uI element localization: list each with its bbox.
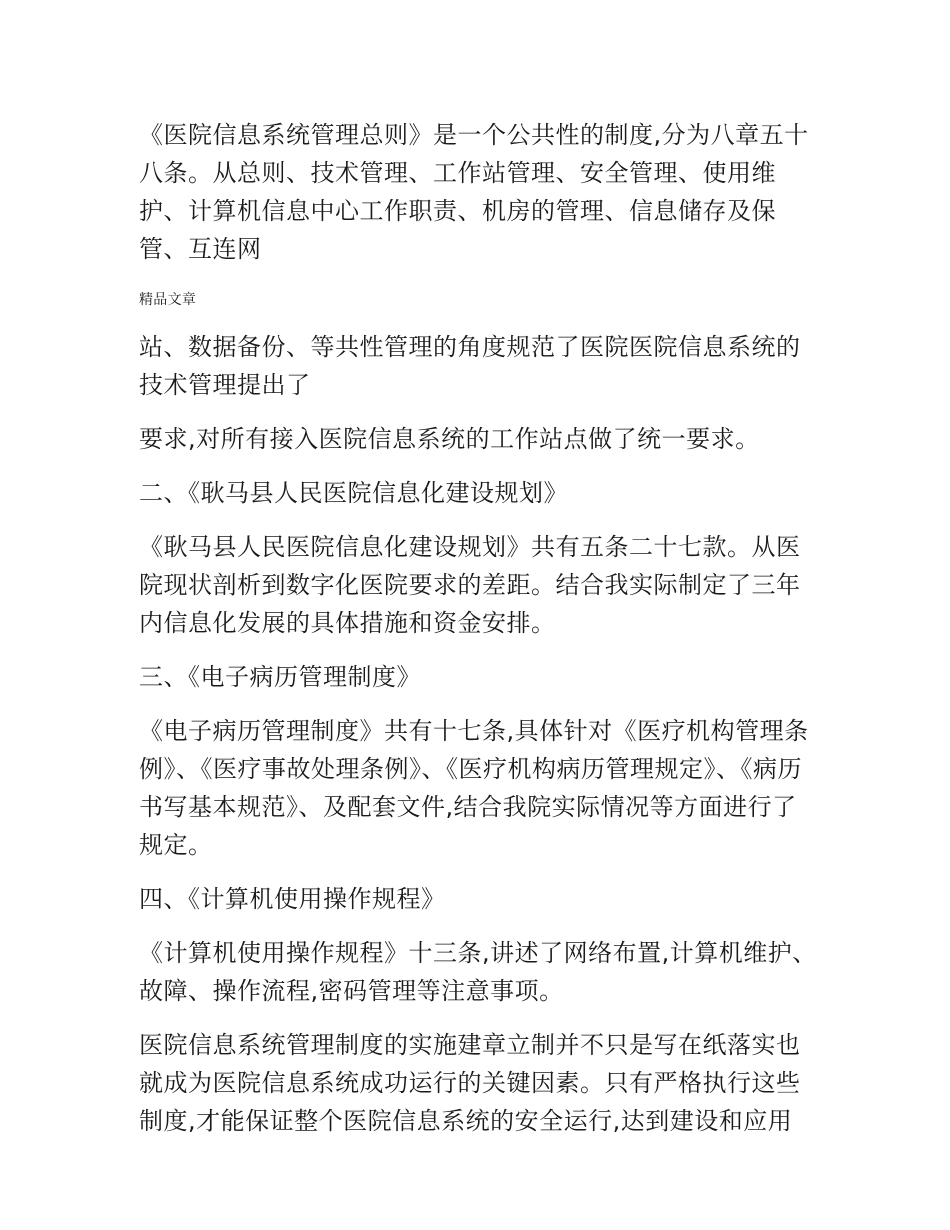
paragraph-continuation: 站、数据备份、等共性管理的角度规范了医院医院信息系统的技术管理提出了 [139,333,801,399]
paragraph-section-4: 《计算机使用操作规程》十三条,讲述了网络布置,计算机维护、故障、操作流程,密码管理等注意事项。 [139,939,817,1005]
heading-section-4: 四、《计算机使用操作规程》 [139,885,446,913]
paragraph-requirements: 要求,对所有接入医院信息系统的工作站点做了统一要求。 [139,425,760,453]
paragraph-section-2: 《耿马县人民医院信息化建设规划》共有五条二十七款。从医院现状剖析到数字化医院要求的差距。结合我实际制定了三年内信息化发展的具体措施和资金安排。 [139,533,801,637]
heading-section-2: 二、《耿马县人民医院信息化建设规划》 [139,479,568,507]
paragraph-general-rules: 《医院信息系统管理总则》是一个公共性的制度,分为八章五十八条。从总则、技术管理、工作站管理、安全管理、使用维护、计算机信息中心工作职责、机房的管理、信息储存及保管、互连网 [139,121,809,263]
document-body [139,116,819,1140]
paragraph-section-3: 《电子病历管理制度》共有十七条,具体针对《医疗机构管理条例》、《医疗事故处理条例》、《医疗机构病历管理规定》、《病历书写基本规范》、及配套文件,结合我院实际情况等方面进行了规定。 [139,717,809,859]
heading-section-3: 三、《电子病历管理制度》 [139,663,421,691]
paragraph-conclusion: 医院信息系统管理制度的实施建章立制并不只是写在纸落实也就成为医院信息系统成功运行的关键因素。只有严格执行这些制度,才能保证整个医院信息系统的安全运行,达到建设和应用 [139,1031,801,1135]
watermark-label: 精品文章 [139,292,197,308]
